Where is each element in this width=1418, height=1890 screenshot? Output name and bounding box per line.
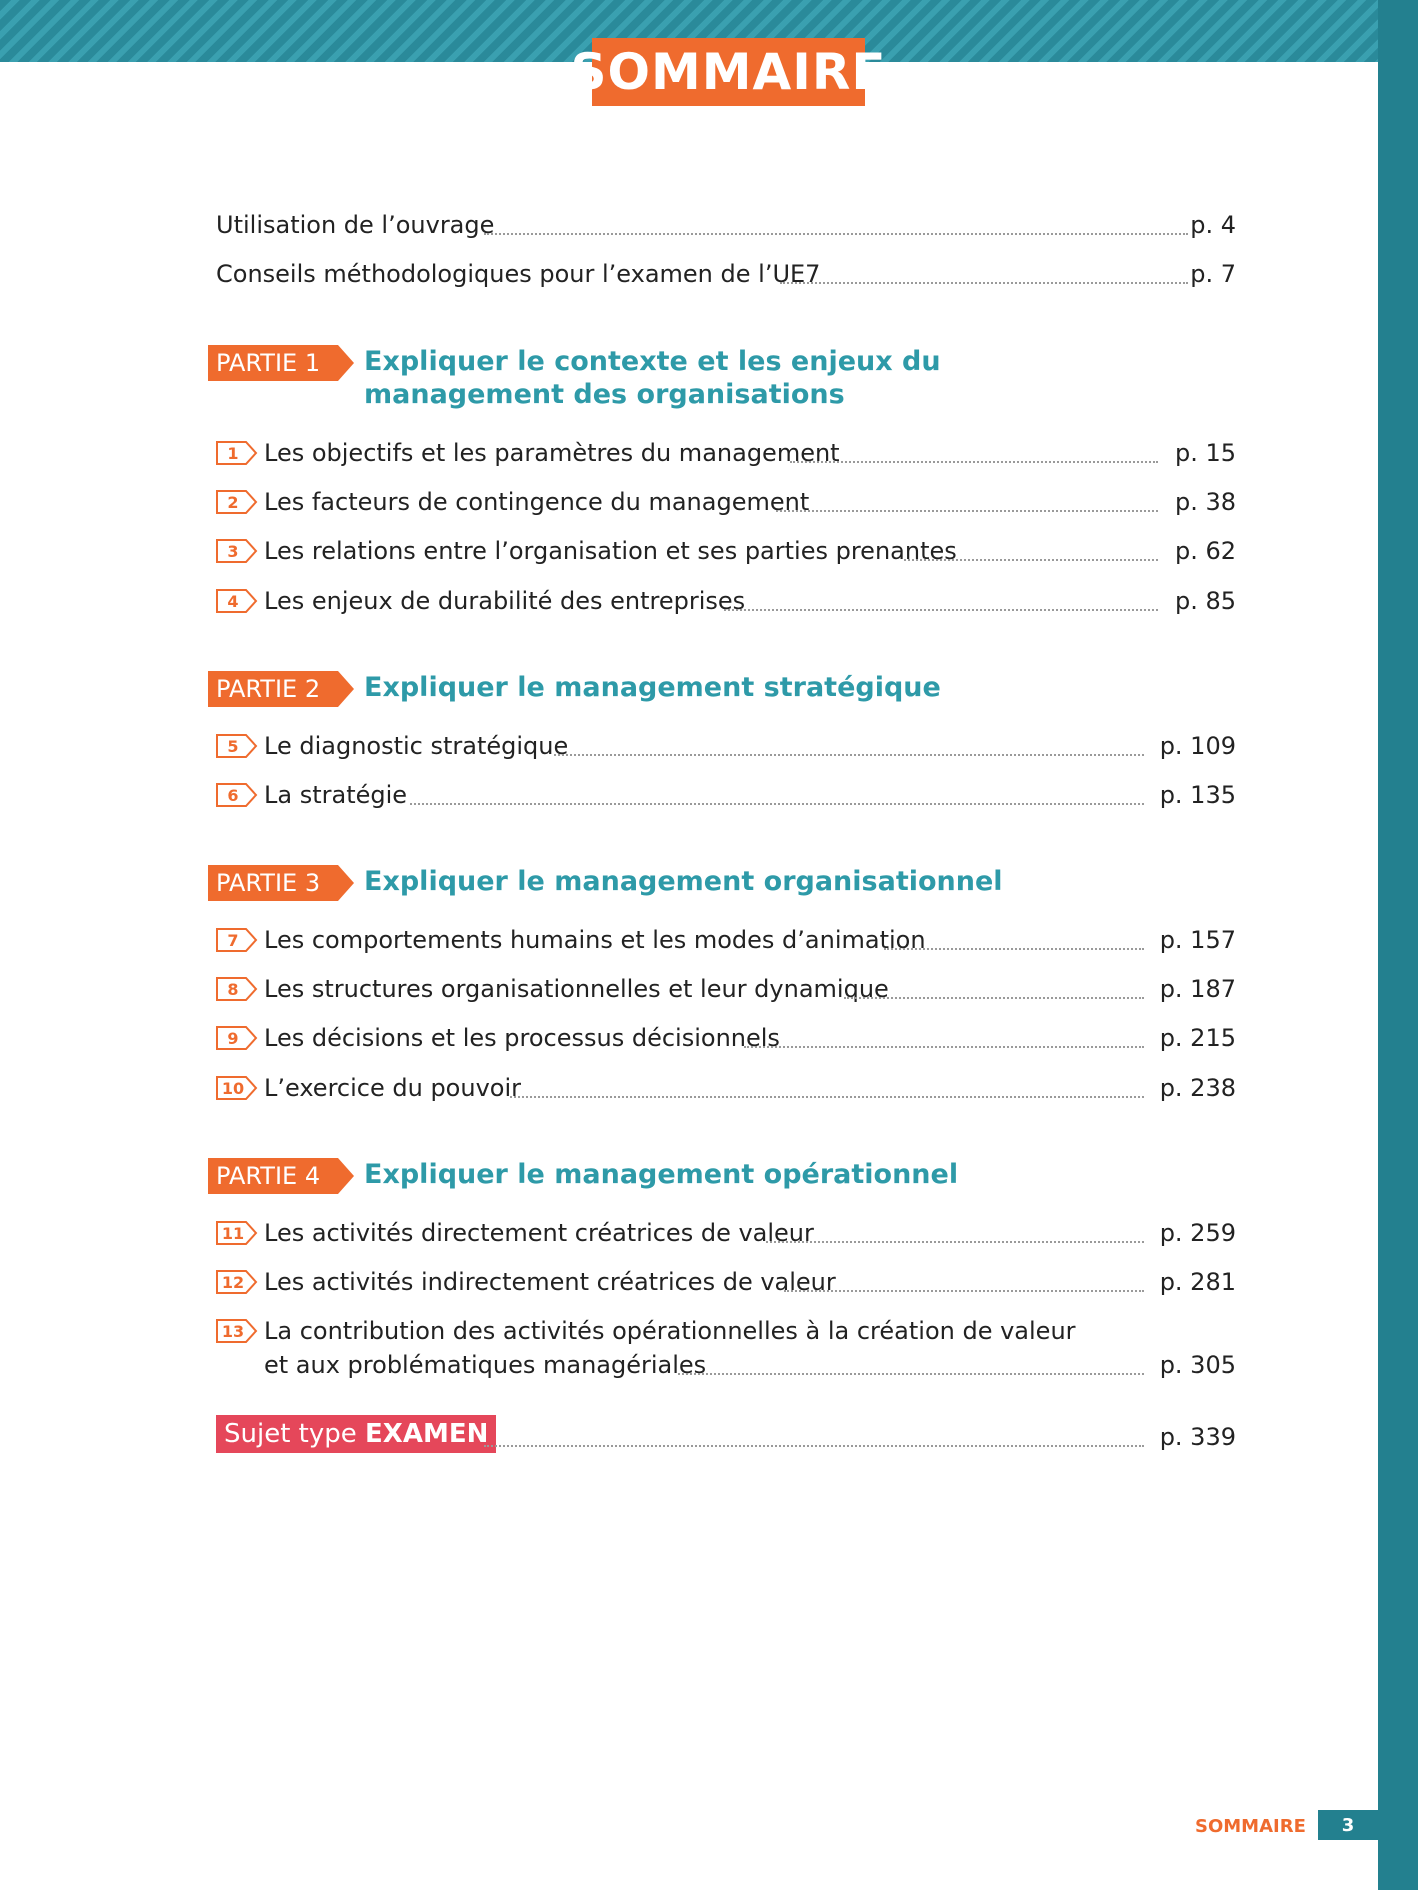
toc-page-number: p. 15 — [1174, 439, 1236, 467]
toc-exam-row[interactable] — [216, 1419, 1418, 1455]
toc-entry-label: Les activités indirectement créatrices de valeur — [264, 1268, 836, 1296]
toc-page-number: p. 281 — [1159, 1268, 1236, 1296]
part-tag-label: PARTIE 3 — [216, 869, 321, 897]
toc-chapter-row[interactable] — [216, 1020, 1418, 1056]
dot-leader — [784, 1290, 1144, 1292]
exam-tag-bold: EXAMEN — [365, 1419, 489, 1449]
toc-page-number: p. 38 — [1174, 488, 1236, 516]
toc-entry-label: Les activités directement créatrices de valeur — [264, 1219, 814, 1247]
exam-tag-prefix: Sujet type — [224, 1419, 366, 1449]
toc-chapter-row[interactable] — [216, 728, 1418, 764]
toc-entry-label-continuation: et aux problématiques managériales — [264, 1351, 707, 1379]
part-title: Expliquer le management opérationnel — [364, 1159, 959, 1190]
toc-entry-label: Les relations entre l’organisation et ses parties prenantes — [264, 537, 957, 565]
toc-page-number: p. 135 — [1159, 781, 1236, 809]
toc-entry-label: Les structures organisationnelles et leur dynamique — [264, 975, 889, 1003]
toc-page-number: p. 7 — [1190, 260, 1236, 288]
part-heading — [208, 1158, 1084, 1194]
toc-page-number: p. 157 — [1159, 926, 1236, 954]
part-heading — [208, 865, 1084, 901]
toc-chapter-row[interactable] — [216, 1215, 1418, 1251]
part-heading — [208, 671, 1084, 707]
chapter-number-badge: 13 — [216, 1319, 256, 1343]
chapter-number-badge: 1 — [216, 441, 256, 465]
chapter-number-badge: 9 — [216, 1026, 256, 1050]
toc-entry-label: La contribution des activités opérationnelles à la création de valeur — [264, 1317, 1076, 1345]
chapter-number-badge: 3 — [216, 539, 256, 563]
toc-chapter-row[interactable] — [216, 435, 1418, 471]
page-title: SOMMAIRE — [592, 38, 865, 106]
chapter-number-badge: 11 — [216, 1221, 256, 1245]
toc-page-number: p. 215 — [1159, 1024, 1236, 1052]
chapter-number-badge: 6 — [216, 783, 256, 807]
toc-entry-label: Conseils méthodologiques pour l’examen de l’UE7 — [216, 260, 821, 288]
part-title: Expliquer le contexte et les enjeux du management des organisations — [364, 346, 941, 410]
footer-label: SOMMAIRE — [1195, 1816, 1306, 1837]
dot-leader — [776, 510, 1158, 512]
toc-entry-label: Les décisions et les processus décisionnels — [264, 1024, 780, 1052]
toc-page-number: p. 4 — [1190, 211, 1236, 239]
part-tag — [208, 345, 354, 381]
dot-leader — [484, 1445, 1144, 1447]
dot-leader — [884, 948, 1144, 950]
toc-chapter-row[interactable] — [216, 533, 1418, 569]
chapter-number-badge: 5 — [216, 734, 256, 758]
footer-page-number: 3 — [1318, 1810, 1378, 1840]
chapter-number-badge: 8 — [216, 977, 256, 1001]
toc-entry-label: Le diagnostic stratégique — [264, 732, 569, 760]
part-tag-label: PARTIE 4 — [216, 1162, 321, 1190]
toc-entry-label: Les enjeux de durabilité des entreprises — [264, 587, 746, 615]
toc-entry-label: Utilisation de l’ouvrage — [216, 211, 495, 239]
part-tag — [208, 1158, 354, 1194]
toc-entry-label: Les facteurs de contingence du management — [264, 488, 810, 516]
toc-chapter-row[interactable] — [216, 922, 1418, 958]
toc-chapter-row[interactable] — [216, 1313, 1418, 1349]
chapter-number-badge: 7 — [216, 928, 256, 952]
toc-page-number: p. 109 — [1159, 732, 1236, 760]
toc-page-number: p. 238 — [1159, 1074, 1236, 1102]
dot-leader — [904, 559, 1158, 561]
part-heading — [208, 345, 1084, 411]
toc-entry-label: Les objectifs et les paramètres du management — [264, 439, 840, 467]
dot-leader — [844, 997, 1144, 999]
toc-chapter-row-continuation[interactable] — [216, 1347, 1418, 1383]
chapter-number-badge: 10 — [216, 1076, 256, 1100]
dot-leader — [510, 1096, 1144, 1098]
toc-entry-label: L’exercice du pouvoir — [264, 1074, 521, 1102]
toc-page-number: p. 62 — [1174, 537, 1236, 565]
toc-chapter-row[interactable] — [216, 583, 1418, 619]
part-tag — [208, 865, 354, 901]
dot-leader — [410, 803, 1144, 805]
toc-page-number: p. 187 — [1159, 975, 1236, 1003]
toc-entry-label: La stratégie — [264, 781, 408, 809]
toc-intro-row[interactable] — [216, 256, 1418, 292]
chapter-number-badge: 4 — [216, 589, 256, 613]
dot-leader — [724, 609, 1158, 611]
dot-leader — [678, 1373, 1144, 1375]
toc-chapter-row[interactable] — [216, 777, 1418, 813]
dot-leader — [554, 754, 1144, 756]
part-title: Expliquer le management organisationnel — [364, 866, 1003, 897]
toc-page-number: p. 339 — [1159, 1423, 1236, 1451]
chapter-number-badge: 12 — [216, 1270, 256, 1294]
toc-entry-label: Les comportements humains et les modes d’animation — [264, 926, 926, 954]
dot-leader — [790, 461, 1158, 463]
dot-leader — [780, 282, 1188, 284]
toc-chapter-row[interactable] — [216, 971, 1418, 1007]
toc-page-number: p. 305 — [1159, 1351, 1236, 1379]
dot-leader — [766, 1241, 1144, 1243]
toc-chapter-row[interactable] — [216, 484, 1418, 520]
part-tag-label: PARTIE 2 — [216, 675, 321, 703]
part-tag — [208, 671, 354, 707]
part-title: Expliquer le management stratégique — [364, 672, 941, 703]
part-tag-label: PARTIE 1 — [216, 349, 321, 377]
dot-leader — [744, 1046, 1144, 1048]
toc-intro-row[interactable] — [216, 207, 1418, 243]
toc-page-number: p. 85 — [1174, 587, 1236, 615]
toc-chapter-row[interactable] — [216, 1264, 1418, 1300]
toc-page-number: p. 259 — [1159, 1219, 1236, 1247]
dot-leader — [484, 233, 1188, 235]
toc-chapter-row[interactable] — [216, 1070, 1418, 1106]
chapter-number-badge: 2 — [216, 490, 256, 514]
